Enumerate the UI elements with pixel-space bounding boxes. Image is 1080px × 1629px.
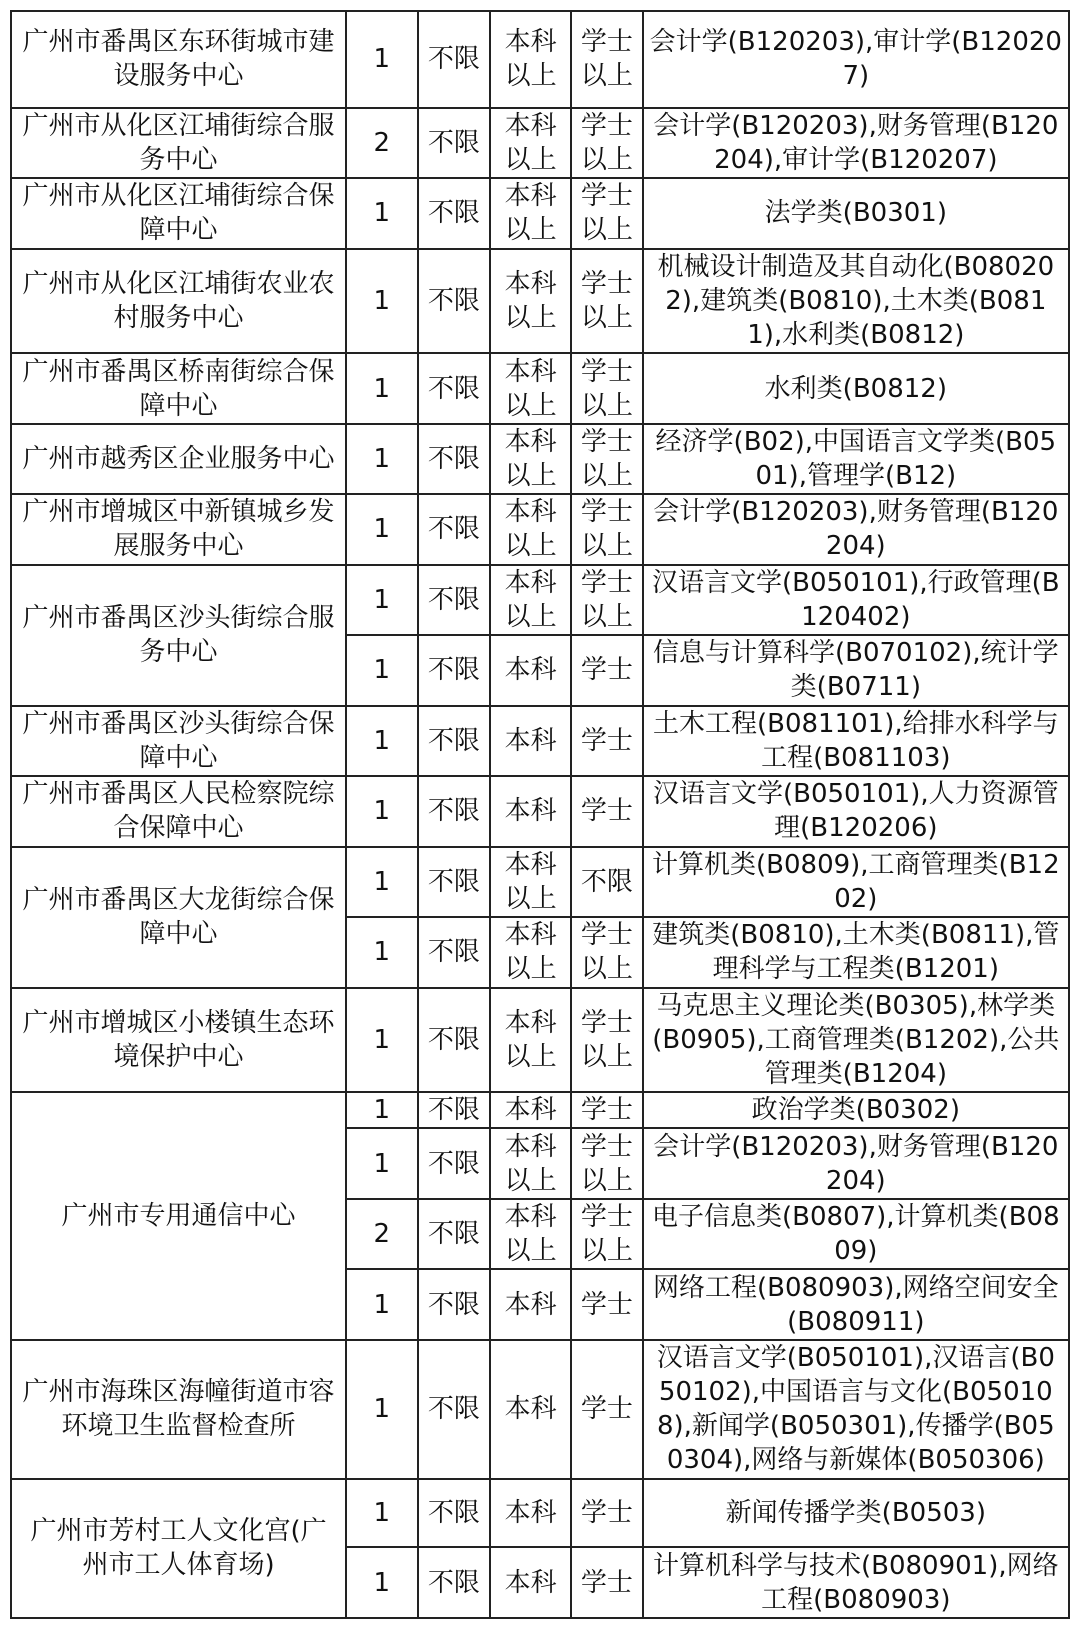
education-cell: 本科: [490, 1269, 571, 1339]
table-row: [11, 776, 1069, 846]
count-cell: 2: [346, 108, 418, 178]
major-cell: 计算机科学与技术(B080901),网络工程(B080903): [643, 1547, 1069, 1618]
degree-cell: 学士以上: [571, 917, 643, 987]
major-cell: 会计学(B120203),财务管理(B120204),审计学(B120207): [643, 108, 1069, 178]
age-cell: 不限: [418, 11, 491, 108]
major-cell: 马克思主义理论类(B0305),林学类(B0905),工商管理类(B1202),公共管理类(B1204): [643, 988, 1069, 1093]
unit-name-cell: 广州市番禺区沙头街综合保障中心: [11, 706, 346, 776]
major-cell: 会计学(B120203),财务管理(B120204): [643, 1128, 1069, 1198]
age-cell: 不限: [418, 917, 491, 987]
major-cell: 汉语言文学(B050101),汉语言(B050102),中国语言与文化(B050108),新闻学(B050301),传播学(B050304),网络与新媒体(B050306): [643, 1340, 1069, 1479]
count-cell: 1: [346, 847, 418, 917]
count-cell: 1: [346, 1092, 418, 1128]
table-row: [11, 353, 1069, 423]
degree-cell: 学士以上: [571, 565, 643, 635]
major-cell: 汉语言文学(B050101),人力资源管理(B120206): [643, 776, 1069, 846]
major-cell: 法学类(B0301): [643, 178, 1069, 248]
age-cell: 不限: [418, 1340, 491, 1479]
degree-cell: 学士以上: [571, 494, 643, 564]
table-row: [11, 424, 1069, 494]
education-cell: 本科以上: [490, 108, 571, 178]
table-row: [11, 706, 1069, 776]
degree-cell: 学士: [571, 1092, 643, 1128]
age-cell: 不限: [418, 1547, 491, 1618]
table-row: [11, 249, 1069, 354]
education-cell: 本科以上: [490, 178, 571, 248]
major-cell: 会计学(B120203),审计学(B120207): [643, 11, 1069, 108]
count-cell: 1: [346, 1479, 418, 1547]
education-cell: 本科以上: [490, 917, 571, 987]
major-cell: 新闻传播学类(B0503): [643, 1479, 1069, 1547]
degree-cell: 学士以上: [571, 178, 643, 248]
degree-cell: 学士以上: [571, 1199, 643, 1269]
table-row: [11, 1479, 1069, 1547]
education-cell: 本科以上: [490, 1199, 571, 1269]
degree-cell: 学士: [571, 1479, 643, 1547]
age-cell: 不限: [418, 635, 491, 705]
count-cell: 2: [346, 1199, 418, 1269]
education-cell: 本科: [490, 635, 571, 705]
table-row: [11, 1340, 1069, 1479]
table-row: [11, 494, 1069, 564]
age-cell: 不限: [418, 353, 491, 423]
major-cell: 水利类(B0812): [643, 353, 1069, 423]
degree-cell: 学士: [571, 1547, 643, 1618]
unit-name-cell: 广州市从化区江埔街农业农村服务中心: [11, 249, 346, 354]
count-cell: 1: [346, 776, 418, 846]
education-cell: 本科以上: [490, 565, 571, 635]
major-cell: 土木工程(B081101),给排水科学与工程(B081103): [643, 706, 1069, 776]
age-cell: 不限: [418, 1199, 491, 1269]
degree-cell: 学士以上: [571, 11, 643, 108]
age-cell: 不限: [418, 1092, 491, 1128]
count-cell: 1: [346, 11, 418, 108]
education-cell: 本科: [490, 1340, 571, 1479]
degree-cell: 学士以上: [571, 249, 643, 354]
age-cell: 不限: [418, 249, 491, 354]
count-cell: 1: [346, 635, 418, 705]
education-cell: 本科: [490, 1479, 571, 1547]
major-cell: 计算机类(B0809),工商管理类(B1202): [643, 847, 1069, 917]
degree-cell: 学士以上: [571, 353, 643, 423]
count-cell: 1: [346, 494, 418, 564]
count-cell: 1: [346, 249, 418, 354]
degree-cell: 不限: [571, 847, 643, 917]
age-cell: 不限: [418, 847, 491, 917]
education-cell: 本科: [490, 1547, 571, 1618]
education-cell: 本科以上: [490, 249, 571, 354]
table-row: [11, 988, 1069, 1093]
major-cell: 建筑类(B0810),土木类(B0811),管理科学与工程类(B1201): [643, 917, 1069, 987]
age-cell: 不限: [418, 1269, 491, 1339]
unit-name-cell: 广州市番禺区桥南街综合保障中心: [11, 353, 346, 423]
age-cell: 不限: [418, 494, 491, 564]
count-cell: 1: [346, 1269, 418, 1339]
unit-name-cell: 广州市番禺区大龙街综合保障中心: [11, 847, 346, 988]
education-cell: 本科以上: [490, 353, 571, 423]
table-row: [11, 847, 1069, 917]
major-cell: 政治学类(B0302): [643, 1092, 1069, 1128]
count-cell: 1: [346, 706, 418, 776]
degree-cell: 学士以上: [571, 108, 643, 178]
table-row: [11, 11, 1069, 108]
unit-name-cell: 广州市海珠区海幢街道市容环境卫生监督检查所: [11, 1340, 346, 1479]
education-cell: 本科: [490, 706, 571, 776]
unit-name-cell: 广州市增城区小楼镇生态环境保护中心: [11, 988, 346, 1093]
job-table: [10, 10, 1070, 1619]
major-cell: 汉语言文学(B050101),行政管理(B120402): [643, 565, 1069, 635]
age-cell: 不限: [418, 108, 491, 178]
unit-name-cell: 广州市芳村工人文化宫(广州市工人体育场): [11, 1479, 346, 1618]
unit-name-cell: 广州市增城区中新镇城乡发展服务中心: [11, 494, 346, 564]
count-cell: 1: [346, 178, 418, 248]
table-row: [11, 178, 1069, 248]
table-row: [11, 1092, 1069, 1128]
count-cell: 1: [346, 917, 418, 987]
age-cell: 不限: [418, 1128, 491, 1198]
age-cell: 不限: [418, 706, 491, 776]
unit-name-cell: 广州市从化区江埔街综合保障中心: [11, 178, 346, 248]
education-cell: 本科以上: [490, 11, 571, 108]
education-cell: 本科以上: [490, 424, 571, 494]
major-cell: 网络工程(B080903),网络空间安全(B080911): [643, 1269, 1069, 1339]
unit-name-cell: 广州市番禺区东环街城市建设服务中心: [11, 11, 346, 108]
degree-cell: 学士以上: [571, 424, 643, 494]
major-cell: 经济学(B02),中国语言文学类(B0501),管理学(B12): [643, 424, 1069, 494]
age-cell: 不限: [418, 1479, 491, 1547]
degree-cell: 学士以上: [571, 1128, 643, 1198]
education-cell: 本科以上: [490, 847, 571, 917]
education-cell: 本科以上: [490, 1128, 571, 1198]
age-cell: 不限: [418, 565, 491, 635]
education-cell: 本科以上: [490, 988, 571, 1093]
major-cell: 会计学(B120203),财务管理(B120204): [643, 494, 1069, 564]
table-row: [11, 108, 1069, 178]
education-cell: 本科: [490, 1092, 571, 1128]
age-cell: 不限: [418, 776, 491, 846]
unit-name-cell: 广州市越秀区企业服务中心: [11, 424, 346, 494]
degree-cell: 学士: [571, 635, 643, 705]
degree-cell: 学士以上: [571, 988, 643, 1093]
major-cell: 机械设计制造及其自动化(B080202),建筑类(B0810),土木类(B0811),水利类(B0812): [643, 249, 1069, 354]
unit-name-cell: 广州市番禺区人民检察院综合保障中心: [11, 776, 346, 846]
age-cell: 不限: [418, 178, 491, 248]
count-cell: 1: [346, 353, 418, 423]
count-cell: 1: [346, 988, 418, 1093]
count-cell: 1: [346, 1547, 418, 1618]
degree-cell: 学士: [571, 1269, 643, 1339]
unit-name-cell: 广州市专用通信中心: [11, 1092, 346, 1340]
education-cell: 本科: [490, 776, 571, 846]
age-cell: 不限: [418, 988, 491, 1093]
major-cell: 电子信息类(B0807),计算机类(B0809): [643, 1199, 1069, 1269]
major-cell: 信息与计算科学(B070102),统计学类(B0711): [643, 635, 1069, 705]
age-cell: 不限: [418, 424, 491, 494]
unit-name-cell: 广州市从化区江埔街综合服务中心: [11, 108, 346, 178]
count-cell: 1: [346, 424, 418, 494]
unit-name-cell: 广州市番禺区沙头街综合服务中心: [11, 565, 346, 706]
education-cell: 本科以上: [490, 494, 571, 564]
degree-cell: 学士: [571, 1340, 643, 1479]
degree-cell: 学士: [571, 776, 643, 846]
count-cell: 1: [346, 565, 418, 635]
degree-cell: 学士: [571, 706, 643, 776]
count-cell: 1: [346, 1128, 418, 1198]
count-cell: 1: [346, 1340, 418, 1479]
table-row: [11, 565, 1069, 635]
